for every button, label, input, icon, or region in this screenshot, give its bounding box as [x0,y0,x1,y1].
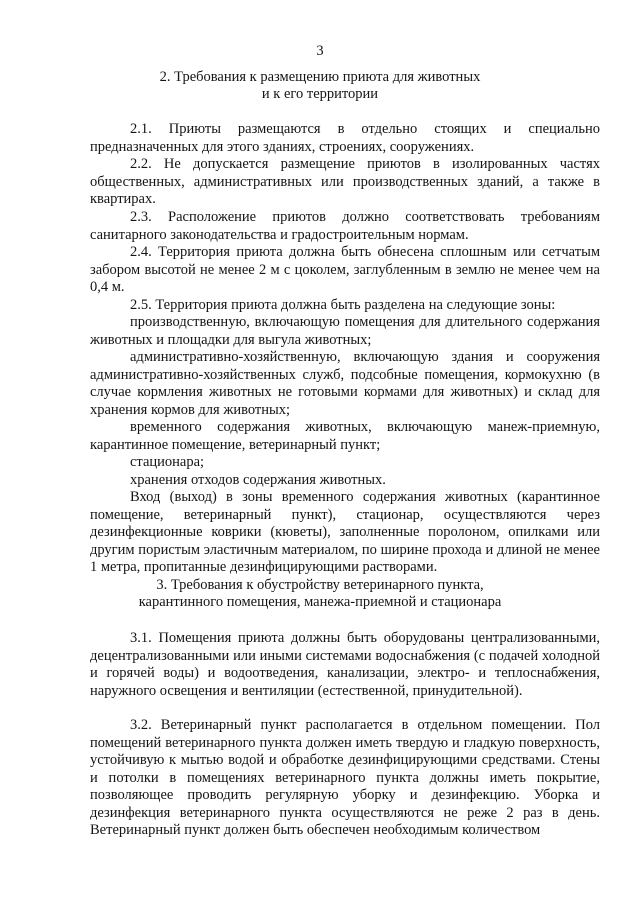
section-2-heading-line-2: и к его территории [261,86,379,102]
zone-temporary: временного содержания животных, включающую манеж-приемную, карантинное помещение, ветеринарный пункт; [90,419,600,453]
paragraph-2-2: 2.2. Не допускается размещение приютов в изолированных частях общественных, административных или производственных зданий, а также в квартирах. [90,156,600,207]
paragraph-2-5: 2.5. Территория приюта должна быть разделена на следующие зоны: [130,297,556,313]
paragraph-3-2: 3.2. Ветеринарный пункт располагается в отдельном помещении. Пол помещений ветеринарного пункта должен иметь твердую и гладкую поверхность, устойчивую к мытью водой и обработке дезинфицирующими средствами. Стены и потолки в помещениях ветеринарного пункта должны иметь покрытие, позволяющее проводить регулярную уборку и дезинфекцию. Уборка и дезинфекция ветеринарного пункта осуществляются не реже 2 раз в день. Ветеринарный пункт должен быть обеспечен необходимым количеством [90,717,600,838]
zone-production: производственную, включающую помещения для длительного содержания животных и площадки для выгула животных; [90,314,600,348]
paragraph-entry: Вход (выход) в зоны временного содержания животных (карантинное помещение, ветеринарный пункт), стационар, осуществляются через дезинфекционные коврики (кюветы), заполненные поролоном, опилками или другим пористым эластичным материалом, по ширине прохода и длиной не менее 1 метра, пропитанные дезинфицирующими растворами. [90,489,600,575]
section-3-heading-line-2: карантинного помещения, манежа-приемной и стационара [138,594,502,610]
zone-waste: хранения отходов содержания животных. [130,472,386,488]
paragraph-2-3: 2.3. Расположение приютов должно соответствовать требованиям санитарного законодательства и градостроительным нормам. [90,209,600,243]
paragraph-2-1: 2.1. Приюты размещаются в отдельно стоящих и специально предназначенных для этого зданиях, строениях, сооружениях. [90,121,600,155]
page-number: 3 [316,43,324,59]
section-3-heading [0,577,640,611]
section-2-heading [0,69,640,103]
paragraph-3-1: 3.1. Помещения приюта должны быть оборудованы централизованными, децентрализованными или иными системами водоснабжения (с подачей холодной и горячей воды) и водоотведения, канализации, электро- и теплоснабжения, наружного освещения и вентиляции (естественной, принудительной). [90,630,600,699]
section-3-heading-line-1: 3. Требования к обустройству ветеринарного пункта, [156,577,484,593]
zone-administrative: административно-хозяйственную, включающую здания и сооружения административно-хозяйственных служб, подсобные помещения, кормокухню (в случае кормления животных не готовыми кормами для животных) и склад для хранения кормов для животных; [90,349,600,418]
paragraph-2-4: 2.4. Территория приюта должна быть обнесена сплошным или сетчатым забором высотой не менее 2 м с цоколем, заглубленным в землю не менее чем на 0,4 м. [90,244,600,295]
section-2-heading-line-1: 2. Требования к размещению приюта для животных [159,69,481,85]
zone-hospital: стационара; [130,454,205,470]
